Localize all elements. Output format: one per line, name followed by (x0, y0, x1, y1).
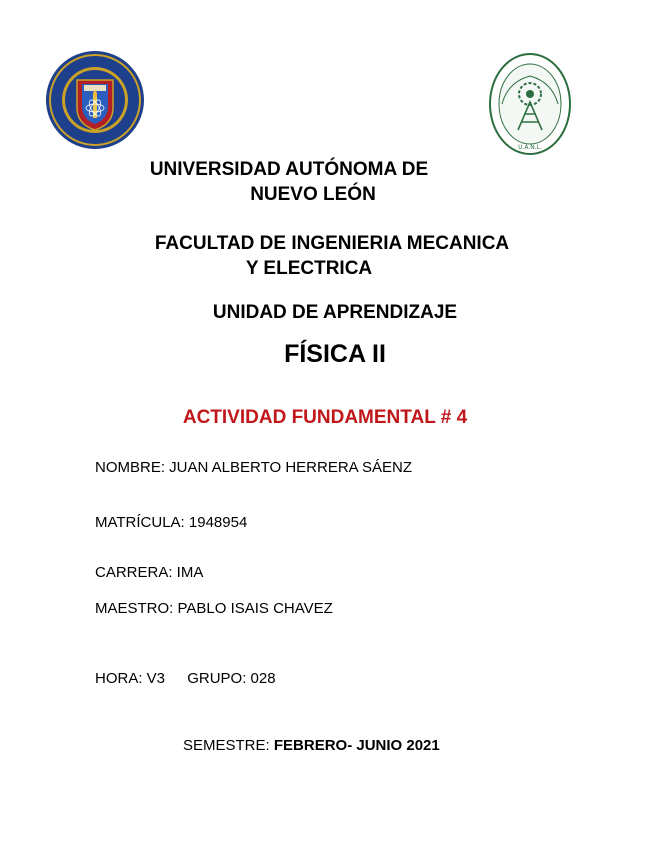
student-id: MATRÍCULA: 1948954 (95, 514, 248, 531)
faculty-name-line-1: FACULTAD DE INGENIERIA MECANICA (154, 233, 510, 254)
university-name-line-1: UNIVERSIDAD AUTÓNOMA DE (149, 159, 429, 180)
uanl-seal-logo (45, 50, 145, 150)
subject-title: FÍSICA II (284, 340, 386, 368)
group: GRUPO: 028 (187, 670, 276, 687)
unit-label: UNIDAD DE APRENDIZAJE (212, 302, 458, 323)
semester-label: SEMESTRE: (183, 737, 274, 754)
semester (183, 737, 440, 754)
semester-value: FEBRERO- JUNIO 2021 (273, 737, 440, 754)
university-name (100, 157, 478, 207)
schedule: HORA: V3 (95, 670, 166, 687)
student-name: NOMBRE: JUAN ALBERTO HERRERA SÁENZ (95, 459, 413, 476)
fime-seal-bottom-text: U.A.N.L. (518, 144, 542, 151)
activity-title: ACTIVIDAD FUNDAMENTAL # 4 (182, 407, 468, 428)
faculty-name-line-2: Y ELECTRICA (245, 258, 373, 279)
faculty-name (100, 231, 564, 281)
teacher: MAESTRO: PABLO ISAIS CHAVEZ (95, 600, 333, 617)
schedule-group-row (95, 670, 276, 687)
career: CARRERA: IMA (95, 564, 204, 581)
university-name-line-2: NUEVO LEÓN (250, 184, 376, 205)
fime-seal-logo (488, 52, 572, 156)
